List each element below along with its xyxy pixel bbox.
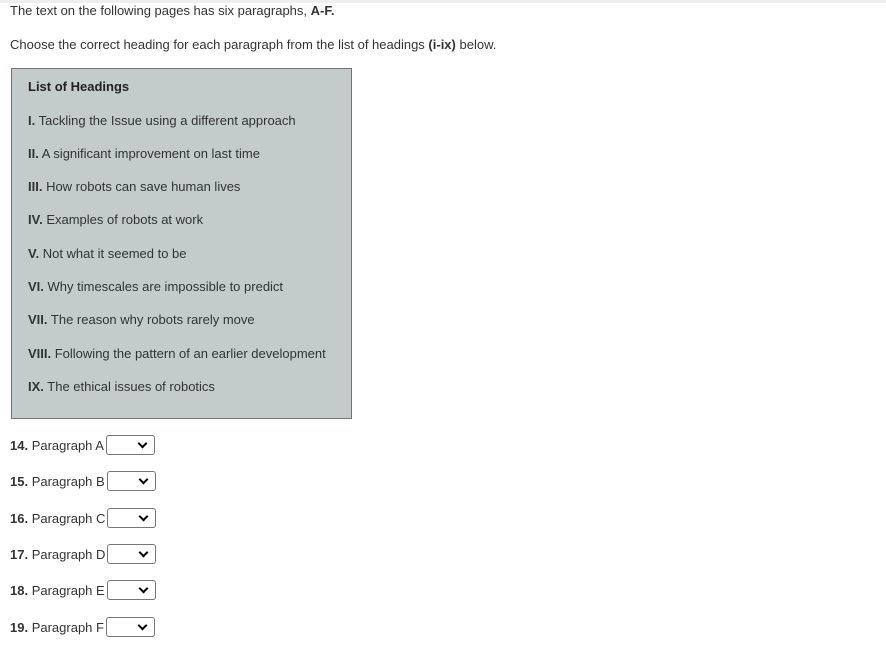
heading-item	[28, 212, 203, 227]
question-number: 14.	[10, 437, 29, 453]
heading-item	[28, 279, 283, 294]
heading-text: How robots can save human lives	[42, 179, 241, 194]
question-row	[10, 434, 155, 456]
heading-item	[28, 113, 296, 128]
heading-number: VIII.	[28, 346, 52, 361]
instruction-line-2-end: below.	[455, 37, 497, 52]
chevron-down-icon	[139, 512, 149, 522]
heading-text: Following the pattern of an earlier development	[51, 346, 326, 361]
question-label	[10, 620, 104, 635]
question-text: Paragraph B	[28, 473, 105, 489]
question-number: 17.	[10, 546, 29, 562]
question-label	[10, 583, 105, 598]
question-text: Paragraph E	[28, 582, 105, 598]
paragraph-d-select[interactable]	[107, 544, 156, 564]
question-number: 18.	[10, 582, 29, 598]
instruction-line-2-bold: (i-ix)	[428, 37, 456, 52]
paragraph-c-select[interactable]	[107, 508, 156, 528]
heading-number: I.	[28, 113, 36, 128]
question-row	[10, 579, 156, 601]
question-label	[10, 511, 105, 526]
question-number: 16.	[10, 510, 29, 526]
heading-number: VII.	[28, 312, 48, 327]
chevron-down-icon	[138, 439, 148, 449]
heading-item	[28, 246, 187, 261]
headings-title: List of Headings	[28, 79, 130, 94]
heading-text: The reason why robots rarely move	[47, 312, 255, 327]
heading-number: II.	[28, 146, 39, 161]
question-row	[10, 543, 156, 565]
instruction-line-2	[10, 37, 496, 53]
paragraph-e-select[interactable]	[107, 580, 156, 600]
question-row	[10, 507, 156, 529]
heading-text: Examples of robots at work	[42, 212, 204, 227]
question-text: Paragraph D	[28, 546, 106, 562]
question-row	[10, 616, 155, 638]
chevron-down-icon	[138, 584, 148, 594]
heading-number: IX.	[28, 379, 44, 394]
question-label	[10, 438, 104, 453]
heading-text: A significant improvement on last time	[38, 146, 260, 161]
question-number: 15.	[10, 473, 29, 489]
heading-number: V.	[28, 246, 40, 261]
instruction-line-1-bold: A-F.	[310, 3, 335, 18]
paragraph-b-select[interactable]	[107, 471, 156, 491]
chevron-down-icon	[138, 621, 148, 631]
paragraph-f-select[interactable]	[106, 617, 155, 637]
heading-text: Why timescales are impossible to predict	[43, 279, 284, 294]
heading-item	[28, 379, 215, 394]
heading-item	[28, 346, 326, 361]
instruction-line-1	[10, 3, 334, 19]
question-label	[10, 474, 105, 489]
heading-number: IV.	[28, 212, 43, 227]
heading-item	[28, 179, 240, 194]
headings-list-box	[11, 68, 352, 419]
instruction-line-2-text: Choose the correct heading for each paragraph from the list of headings	[10, 37, 429, 52]
question-text: Paragraph A	[28, 437, 104, 453]
heading-item	[28, 146, 260, 161]
heading-number: VI.	[28, 279, 44, 294]
heading-text: The ethical issues of robotics	[43, 379, 215, 394]
question-row	[10, 470, 156, 492]
question-label	[10, 547, 105, 562]
chevron-down-icon	[139, 548, 149, 558]
heading-number: III.	[28, 179, 43, 194]
paragraph-a-select[interactable]	[106, 435, 155, 455]
chevron-down-icon	[138, 475, 148, 485]
question-text: Paragraph F	[28, 619, 104, 635]
instruction-line-1-text: The text on the following pages has six paragraphs,	[10, 3, 311, 18]
question-text: Paragraph C	[28, 510, 106, 526]
question-number: 19.	[10, 619, 29, 635]
heading-item	[28, 312, 255, 327]
heading-text: Tackling the Issue using a different approach	[35, 113, 296, 128]
heading-text: Not what it seemed to be	[39, 246, 187, 261]
